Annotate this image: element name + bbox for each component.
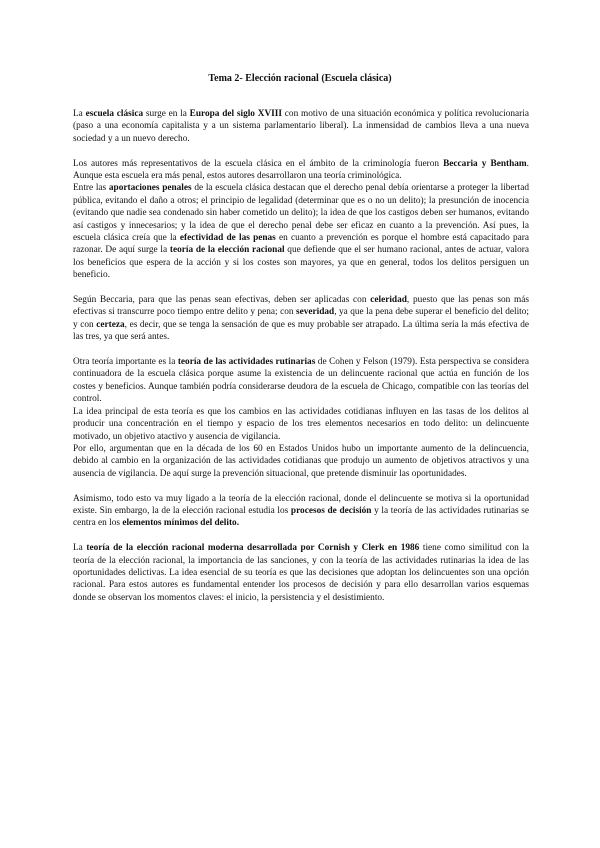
- text-run: Asimismo, todo esto va muy ligado a la teoría de la elección racional, donde el delincuente se motiva si la oportunidad existe. Sin embargo, la de la elección racional estudia los: [73, 493, 529, 516]
- text-run: La: [73, 109, 86, 119]
- bold-text-run: teoría de la elección racional moderna desarrollada por Cornish y Clerk en 1986: [86, 543, 420, 554]
- bold-text-run: teoría de la elección racional: [169, 245, 285, 256]
- paragraph-aportaciones-penales: [73, 182, 529, 281]
- paragraph-escuela-clasica: [73, 108, 529, 145]
- text-run: Por ello, argumentan que en la década de los 60 en Estados Unidos hubo un importante aumento de la delincuencia, debido al cambio en la organización de las actividades cotidianas que produjo un aumento de objetivos atractivos y una ausencia de vigilancia. De aquí surge la prevención situacional, que pretende disminuir las oportunidades.: [73, 443, 529, 479]
- paragraph-autores: [73, 158, 529, 183]
- paragraph-beccaria: [73, 294, 529, 344]
- bold-text-run: Beccaria y Bentham: [443, 158, 527, 169]
- paragraph-idea-principal: [73, 406, 529, 443]
- text-run: . Aunque esta escuela era más penal, estos autores desarrollaron una teoría criminológica.: [73, 158, 529, 182]
- text-run: con motivo de una situación económica y política revolucionaria (paso a una economía capitalista y a un sistema parlamentario liberal). La inmensidad de cambios lleva a una nueva sociedad y a un nuevo derecho.: [73, 109, 529, 144]
- page-title: Tema 2- Elección racional (Escuela clásica): [208, 73, 392, 84]
- bold-text-run: severidad: [295, 307, 335, 318]
- text-run: de Cohen y Felson (1979). Esta perspectiva se considera continuadora de la escuela clásica porque asume la existencia de un delincuente racional que actúa en función de los costes y beneficios. Aunque también podría considerarse deudora de la escuela de Chicago, compatible con las teorías del control.: [73, 357, 529, 405]
- text-run: Entre las: [73, 183, 109, 194]
- text-run: , ya que la pena debe superar el beneficio del delito; y con: [73, 307, 529, 330]
- bold-text-run: celeridad: [370, 295, 407, 306]
- bold-text-run: escuela clásica: [85, 109, 144, 119]
- bold-text-run: elementos mínimos del delito.: [122, 518, 240, 529]
- bold-text-run: efectividad de las penas: [179, 233, 276, 244]
- text-run: Otra teoría importante es la: [73, 357, 178, 368]
- bold-text-run: certeza: [96, 319, 125, 330]
- text-run: y la teoría de las actividades rutinarias se centra en los: [73, 505, 529, 529]
- text-run: La: [73, 543, 87, 554]
- text-run: Los autores más representativos de la escuela clásica en el ámbito de la criminología fueron: [73, 158, 444, 169]
- text-run: , puesto que las penas son más efectivas si transcurre poco tiempo entre delito y pena; con: [73, 295, 529, 318]
- paragraph-eleccion-racional-moderna: [73, 542, 529, 604]
- text-run: surge en la: [143, 109, 190, 119]
- text-run: Según Beccaria, para que las penas sean efectivas, deben ser aplicadas con: [73, 295, 371, 306]
- bold-text-run: Europa del siglo XVIII: [189, 109, 283, 119]
- paragraph-procesos-decision: [73, 493, 529, 530]
- bold-text-run: aportaciones penales: [108, 183, 192, 194]
- paragraph-actividades-rutinarias: [73, 356, 529, 406]
- text-run: La idea principal de esta teoría es que los cambios en las actividades cotidianas influyen en las tasas de los delitos al producir una concentración en el tiempo y espacio de los tres elementos necesarios en todo delito: un delincuente motivado, un objetivo atactivo y ausencia de vigilancia.: [73, 406, 529, 442]
- bold-text-run: teoría de las actividades rutinarias: [177, 357, 316, 368]
- text-run: en cuanto a prevención es porque el hombre está capacitado para razonar. De aquí surge la: [73, 233, 529, 256]
- paragraph-estados-unidos: [73, 443, 529, 480]
- document-body: [73, 108, 529, 604]
- text-run: tiene como similitud con la teoría de la elección racional, la importancia de las sanciones, y con la teoría de las actividades rutinarias la idea de las oportunidades delictivas. La idea esencial de su teoría es que las decisiones que adoptan los delincuentes son una opción racional. Para estos autores es fundamental entender los procesos de decisión y para ello desarrollan varios esquemas donde se observan los momentos claves: el inicio, la persistencia y el desistimiento.: [73, 543, 529, 603]
- text-run: que defiende que el ser humano racional, antes de actuar, valora los beneficios que espera de la acción y si los costes son mayores, ya que en general, todos los delitos persiguen un beneficio.: [73, 245, 529, 281]
- text-run: de la escuela clásica destacan que el derecho penal debía orientarse a proteger la libertad pública, evitando el daño a otros; el principio de legalidad (determinar que es o no un delito); la presunción de inocencia (evitando que nadie sea condenado sin haber cometido un delito); la idea de que los castigos deben ser humanos, evitando así castigos y innecesarios; y la idea de que el derecho penal debe ser eficaz en cuanto a la prevención. Así pues, la escuela clásica creía que la: [73, 183, 529, 244]
- text-run: , es decir, que se tenga la sensación de que es muy probable ser atrapado. La última sería la más efectiva de las tres, ya que será antes.: [73, 319, 529, 343]
- bold-text-run: procesos de decisión: [290, 505, 372, 516]
